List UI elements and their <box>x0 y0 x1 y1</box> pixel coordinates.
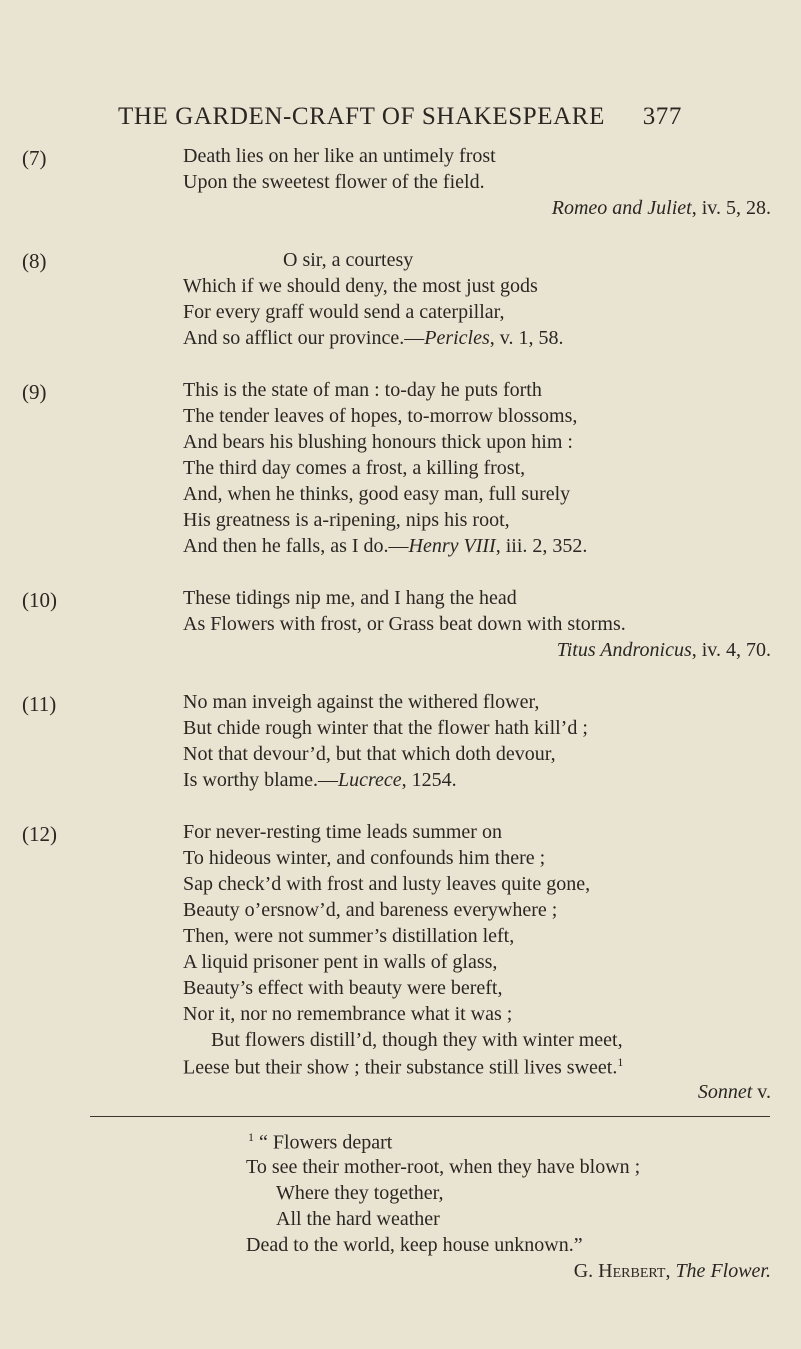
citation-title: Romeo and Juliet <box>551 197 692 219</box>
citation-ref: , v. 1, 58. <box>489 327 564 349</box>
citation-ref: v. <box>752 1081 771 1103</box>
citation-title: Henry VIII <box>408 535 496 557</box>
verse-line: The third day comes a frost, a killing frost, <box>183 457 526 479</box>
verse-line: And, when he thinks, good easy man, full surely <box>183 483 571 505</box>
citation-ref: , 1254. <box>401 769 457 791</box>
page-number: 377 <box>642 103 682 130</box>
verse-line <box>183 535 587 558</box>
citation-ref: , iv. 4, 70. <box>691 639 771 661</box>
verse-line: Sap check’d with frost and lusty leaves quite gone, <box>183 873 591 895</box>
verse-line: Beauty’s effect with beauty were bereft, <box>183 977 503 999</box>
verse-line: No man inveigh against the withered flower, <box>183 691 540 713</box>
verse-line <box>183 769 457 792</box>
verse-text: And then he falls, as I do.— <box>183 535 409 557</box>
verse-line: A liquid prisoner pent in walls of glass, <box>183 951 498 973</box>
footnote-line: Dead to the world, keep house unknown.” <box>246 1234 583 1256</box>
quote-number: (9) <box>22 380 47 404</box>
verse-text: And so afflict our province.— <box>183 327 425 349</box>
verse-line: This is the state of man : to-day he puts forth <box>183 379 542 401</box>
verse-line: Upon the sweetest flower of the field. <box>183 171 485 193</box>
verse-line: For every graff would send a caterpillar, <box>183 301 505 323</box>
verse-line: These tidings nip me, and I hang the head <box>183 587 517 609</box>
verse-text: Leese but their show ; their substance still lives sweet. <box>183 1056 618 1079</box>
verse-line <box>183 1055 623 1080</box>
footnote-line: To see their mother-root, when they have blown ; <box>246 1156 641 1178</box>
citation-ref: , iv. 5, 28. <box>691 197 771 219</box>
verse-line <box>183 327 563 350</box>
verse-line: The tender leaves of hopes, to-morrow blossoms, <box>183 405 578 427</box>
running-header <box>118 103 682 131</box>
footnote-line: Where they together, <box>276 1182 444 1204</box>
verse-line: O sir, a courtesy <box>283 249 414 271</box>
citation-title: Pericles <box>424 327 490 349</box>
verse-line: Beauty o’ersnow’d, and bareness everywhere ; <box>183 899 558 921</box>
verse-line: As Flowers with frost, or Grass beat down with storms. <box>183 613 626 635</box>
footnote-line <box>248 1130 392 1155</box>
citation <box>698 1081 771 1104</box>
footnote-mark: 1 <box>617 1055 624 1069</box>
footnote-marker: 1 <box>248 1130 254 1144</box>
citation <box>552 197 771 220</box>
verse-line: To hideous winter, and confounds him there ; <box>183 847 546 869</box>
quote-number: (10) <box>22 588 57 612</box>
footnote-line: All the hard weather <box>276 1208 440 1230</box>
citation-title: Titus Andronicus <box>556 639 692 661</box>
verse-line: And bears his blushing honours thick upon him : <box>183 431 573 453</box>
verse-line: Which if we should deny, the most just gods <box>183 275 538 297</box>
verse-line: But chide rough winter that the flower hath kill’d ; <box>183 717 588 739</box>
footnote-text: “ Flowers depart <box>259 1131 393 1154</box>
running-title: THE GARDEN-CRAFT OF SHAKESPEARE <box>118 103 605 130</box>
verse-line: Nor it, nor no remembrance what it was ; <box>183 1003 513 1025</box>
footnote-attribution: G. Herbert, The Flower. <box>573 1260 771 1282</box>
quote-number: (12) <box>22 822 57 846</box>
verse-line: For never-resting time leads summer on <box>183 821 502 843</box>
quote-number: (7) <box>22 146 47 170</box>
verse-text: Is worthy blame.— <box>183 769 338 791</box>
verse-line: But flowers distill’d, though they with winter meet, <box>211 1029 623 1051</box>
verse-line: Then, were not summer’s distillation left, <box>183 925 515 947</box>
footnote-title: The Flower. <box>675 1260 771 1282</box>
verse-line: Death lies on her like an untimely frost <box>183 145 496 167</box>
citation-title: Lucrece <box>337 769 402 791</box>
footnote-rule <box>90 1116 770 1117</box>
verse-line: His greatness is a-ripening, nips his root, <box>183 509 510 531</box>
quote-number: (11) <box>22 692 57 716</box>
citation-ref: , iii. 2, 352. <box>495 535 588 557</box>
footnote-author: G. Herbert <box>573 1260 666 1282</box>
citation <box>557 639 771 662</box>
citation-title: Sonnet <box>697 1081 753 1103</box>
verse-line: Not that devour’d, but that which doth devour, <box>183 743 556 765</box>
quote-number: (8) <box>22 249 47 273</box>
